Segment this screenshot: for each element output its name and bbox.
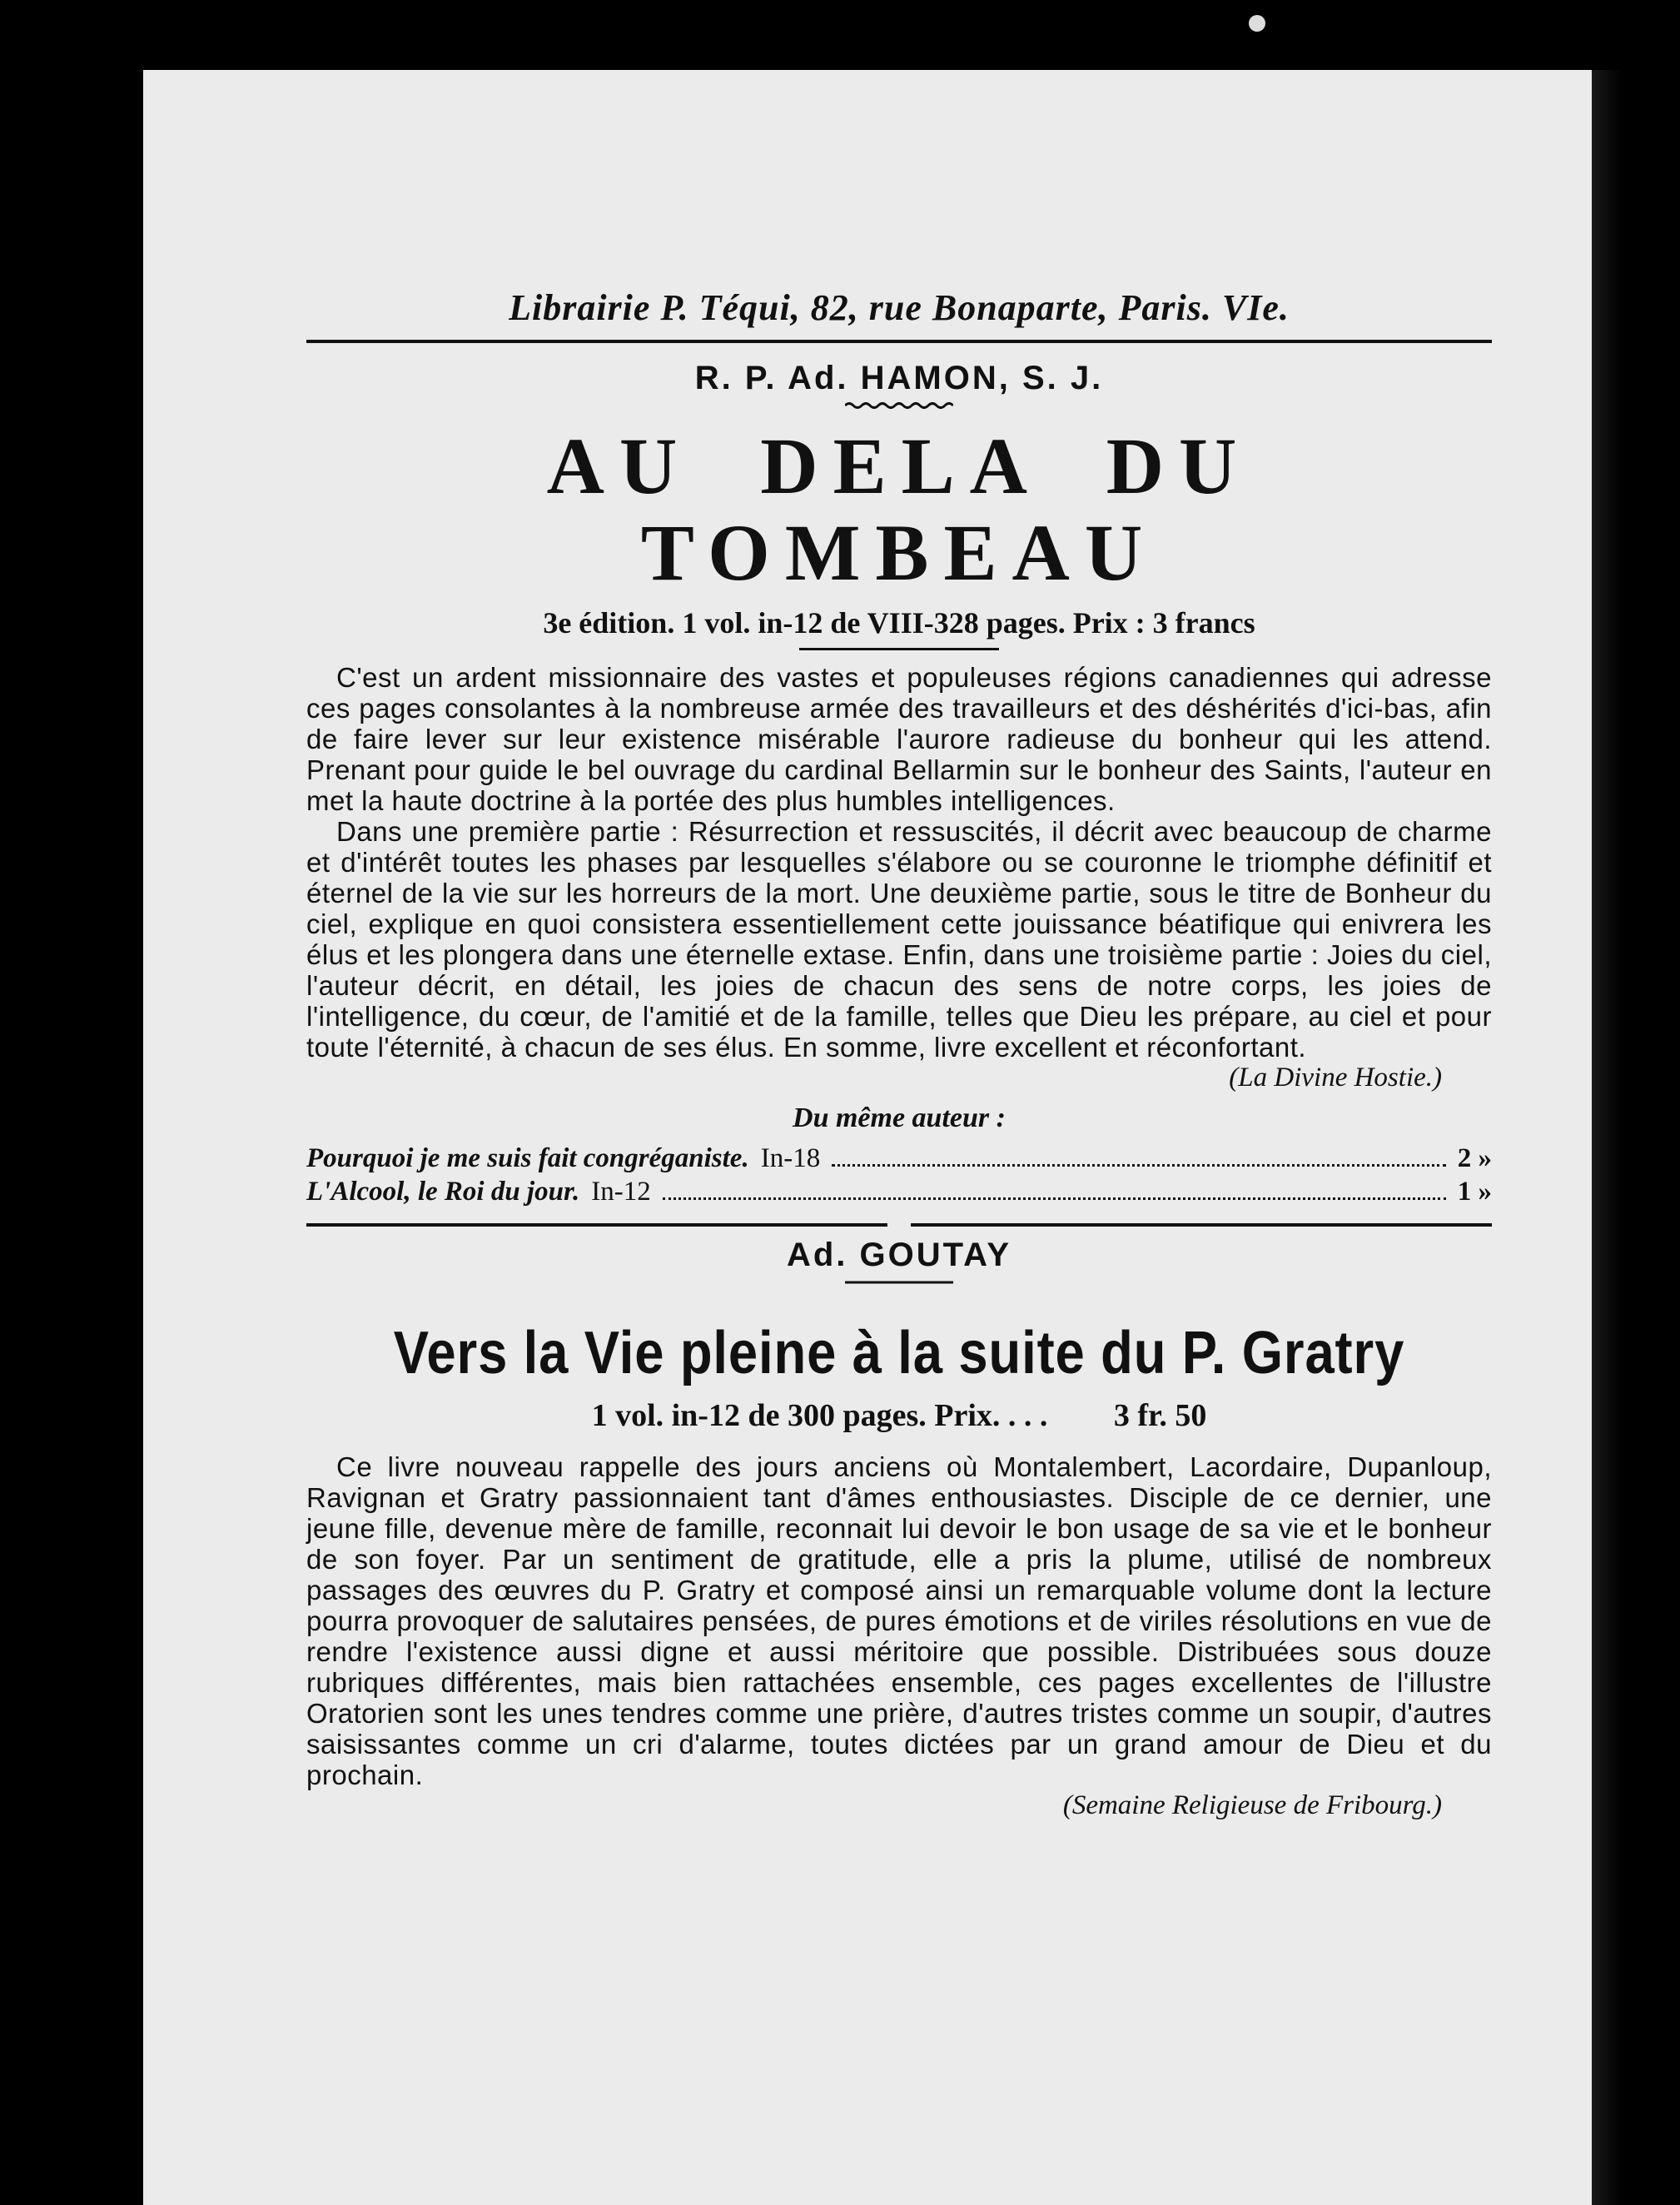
page-edge-shadow <box>1592 70 1622 2205</box>
book1-citation: (La Divine Hostie.) <box>1229 1063 1442 1093</box>
book1-author: R. P. Ad. HAMON, S. J. <box>694 360 1104 396</box>
other-work-row <box>306 1175 1492 1208</box>
book2-paragraph: Ce livre nouveau rappelle des jours anciens où Montalembert, Lacordaire, Dupanloup, Ravignan et Gratry passionnaient tant d'âmes enthousiastes. Disciple de ce dernier, une jeune fille, devenue mère de famille, reconnait lui devoir le bon usage de sa vie et le bonheur de son foyer. Par un sentiment de gratitude, elle a pris la plume, utilisé de nombreux passages des œuvres du P. Gratry et composé ainsi un remarquable volume dont la lecture pourra provoquer de salutaires pensées, de pures émotions et de viriles résolutions en vue de rendre l'existence aussi digne et aussi méritoire que possible. Distribuées sous douze rubriques différentes, mais bien rattachées ensemble, ces pages excellentes de l'illustre Oratorien sont les unes tendres comme une prière, d'autres tristes comme un soupir, d'autres saisissantes comme un cri d'alarme, toutes dictées par un grand amour de Dieu et du prochain. <box>306 1451 1492 1790</box>
ornament-squiggle <box>845 401 953 410</box>
publisher-header: Librairie P. Téqui, 82, rue Bonaparte, Paris. VIe. <box>509 287 1290 328</box>
section-divider <box>306 1223 1492 1227</box>
other-work-price: 2 » <box>1457 1143 1492 1173</box>
book1-paragraph: Dans une première partie : Résurrection et ressuscités, il décrit avec beaucoup de charme et d'intérêt toutes les phases par lesquelles s'élabore ou se couronne le triomphe définitif et éternel de la vie sur les horreurs de la mort. Une deuxième partie, sous le titre de Bonheur du ciel, explique en quoi consistera essentiellement cette jouissance béatifique qui enivrera les élus et les plongera dans une éternelle extase. Enfin, dans une troisième partie : Joies du ciel, l'auteur décrit, en détail, les joies de chacun des sens de notre corps, les joies de l'intelligence, du cœur, de l'amitié et de la famille, telles que Dieu les prépare, au ciel et pour toute l'éternité, à chacun de ses élus. En somme, livre excellent et réconfortant. <box>306 816 1492 1063</box>
scan-speck <box>1249 15 1265 32</box>
other-work-price: 1 » <box>1457 1177 1492 1207</box>
ornament-squiggle <box>845 1278 953 1287</box>
other-work-format: In-12 <box>591 1177 651 1207</box>
header-rule <box>306 340 1492 343</box>
book2-details-line <box>306 1395 1492 1436</box>
dot-leader <box>832 1164 1446 1167</box>
short-rule <box>799 648 999 650</box>
other-work-row <box>306 1142 1492 1175</box>
other-work-title: Pourquoi je me suis fait congréganiste. <box>306 1143 749 1173</box>
other-work-title: L'Alcool, le Roi du jour. <box>306 1177 580 1207</box>
book2-price: 3 fr. 50 <box>1113 1398 1207 1433</box>
other-work-format: In-18 <box>760 1143 821 1173</box>
book1-edition: 3e édition. 1 vol. in-12 de VIII-328 pages. Prix : 3 francs <box>543 606 1255 640</box>
advertisement-content <box>306 283 1492 1821</box>
book2-author: Ad. GOUTAY <box>786 1237 1012 1273</box>
same-author-label: Du même auteur : <box>793 1102 1006 1133</box>
book2-details: 1 vol. in-12 de 300 pages. Prix. . . . <box>591 1398 1048 1433</box>
book2-title: Vers la Vie pleine à la suite du P. Gratry <box>393 1320 1405 1386</box>
book2-citation: (Semaine Religieuse de Fribourg.) <box>1062 1790 1442 1820</box>
dot-leader <box>663 1197 1446 1200</box>
book1-paragraph: C'est un ardent missionnaire des vastes et populeuses régions canadiennes qui adresse ces pages consolantes à la nombreuse armée des travailleurs et des déshérités d'ici-bas, afin de faire lever sur leur existence misérable l'aurore radieuse du bonheur qui les attend. Prenant pour guide le bel ouvrage du cardinal Bellarmin sur le bonheur des Saints, l'auteur en met la haute doctrine à la portée des plus humbles intelligences. <box>306 662 1492 816</box>
book1-title: AU DELA DU TOMBEAU <box>546 421 1252 597</box>
